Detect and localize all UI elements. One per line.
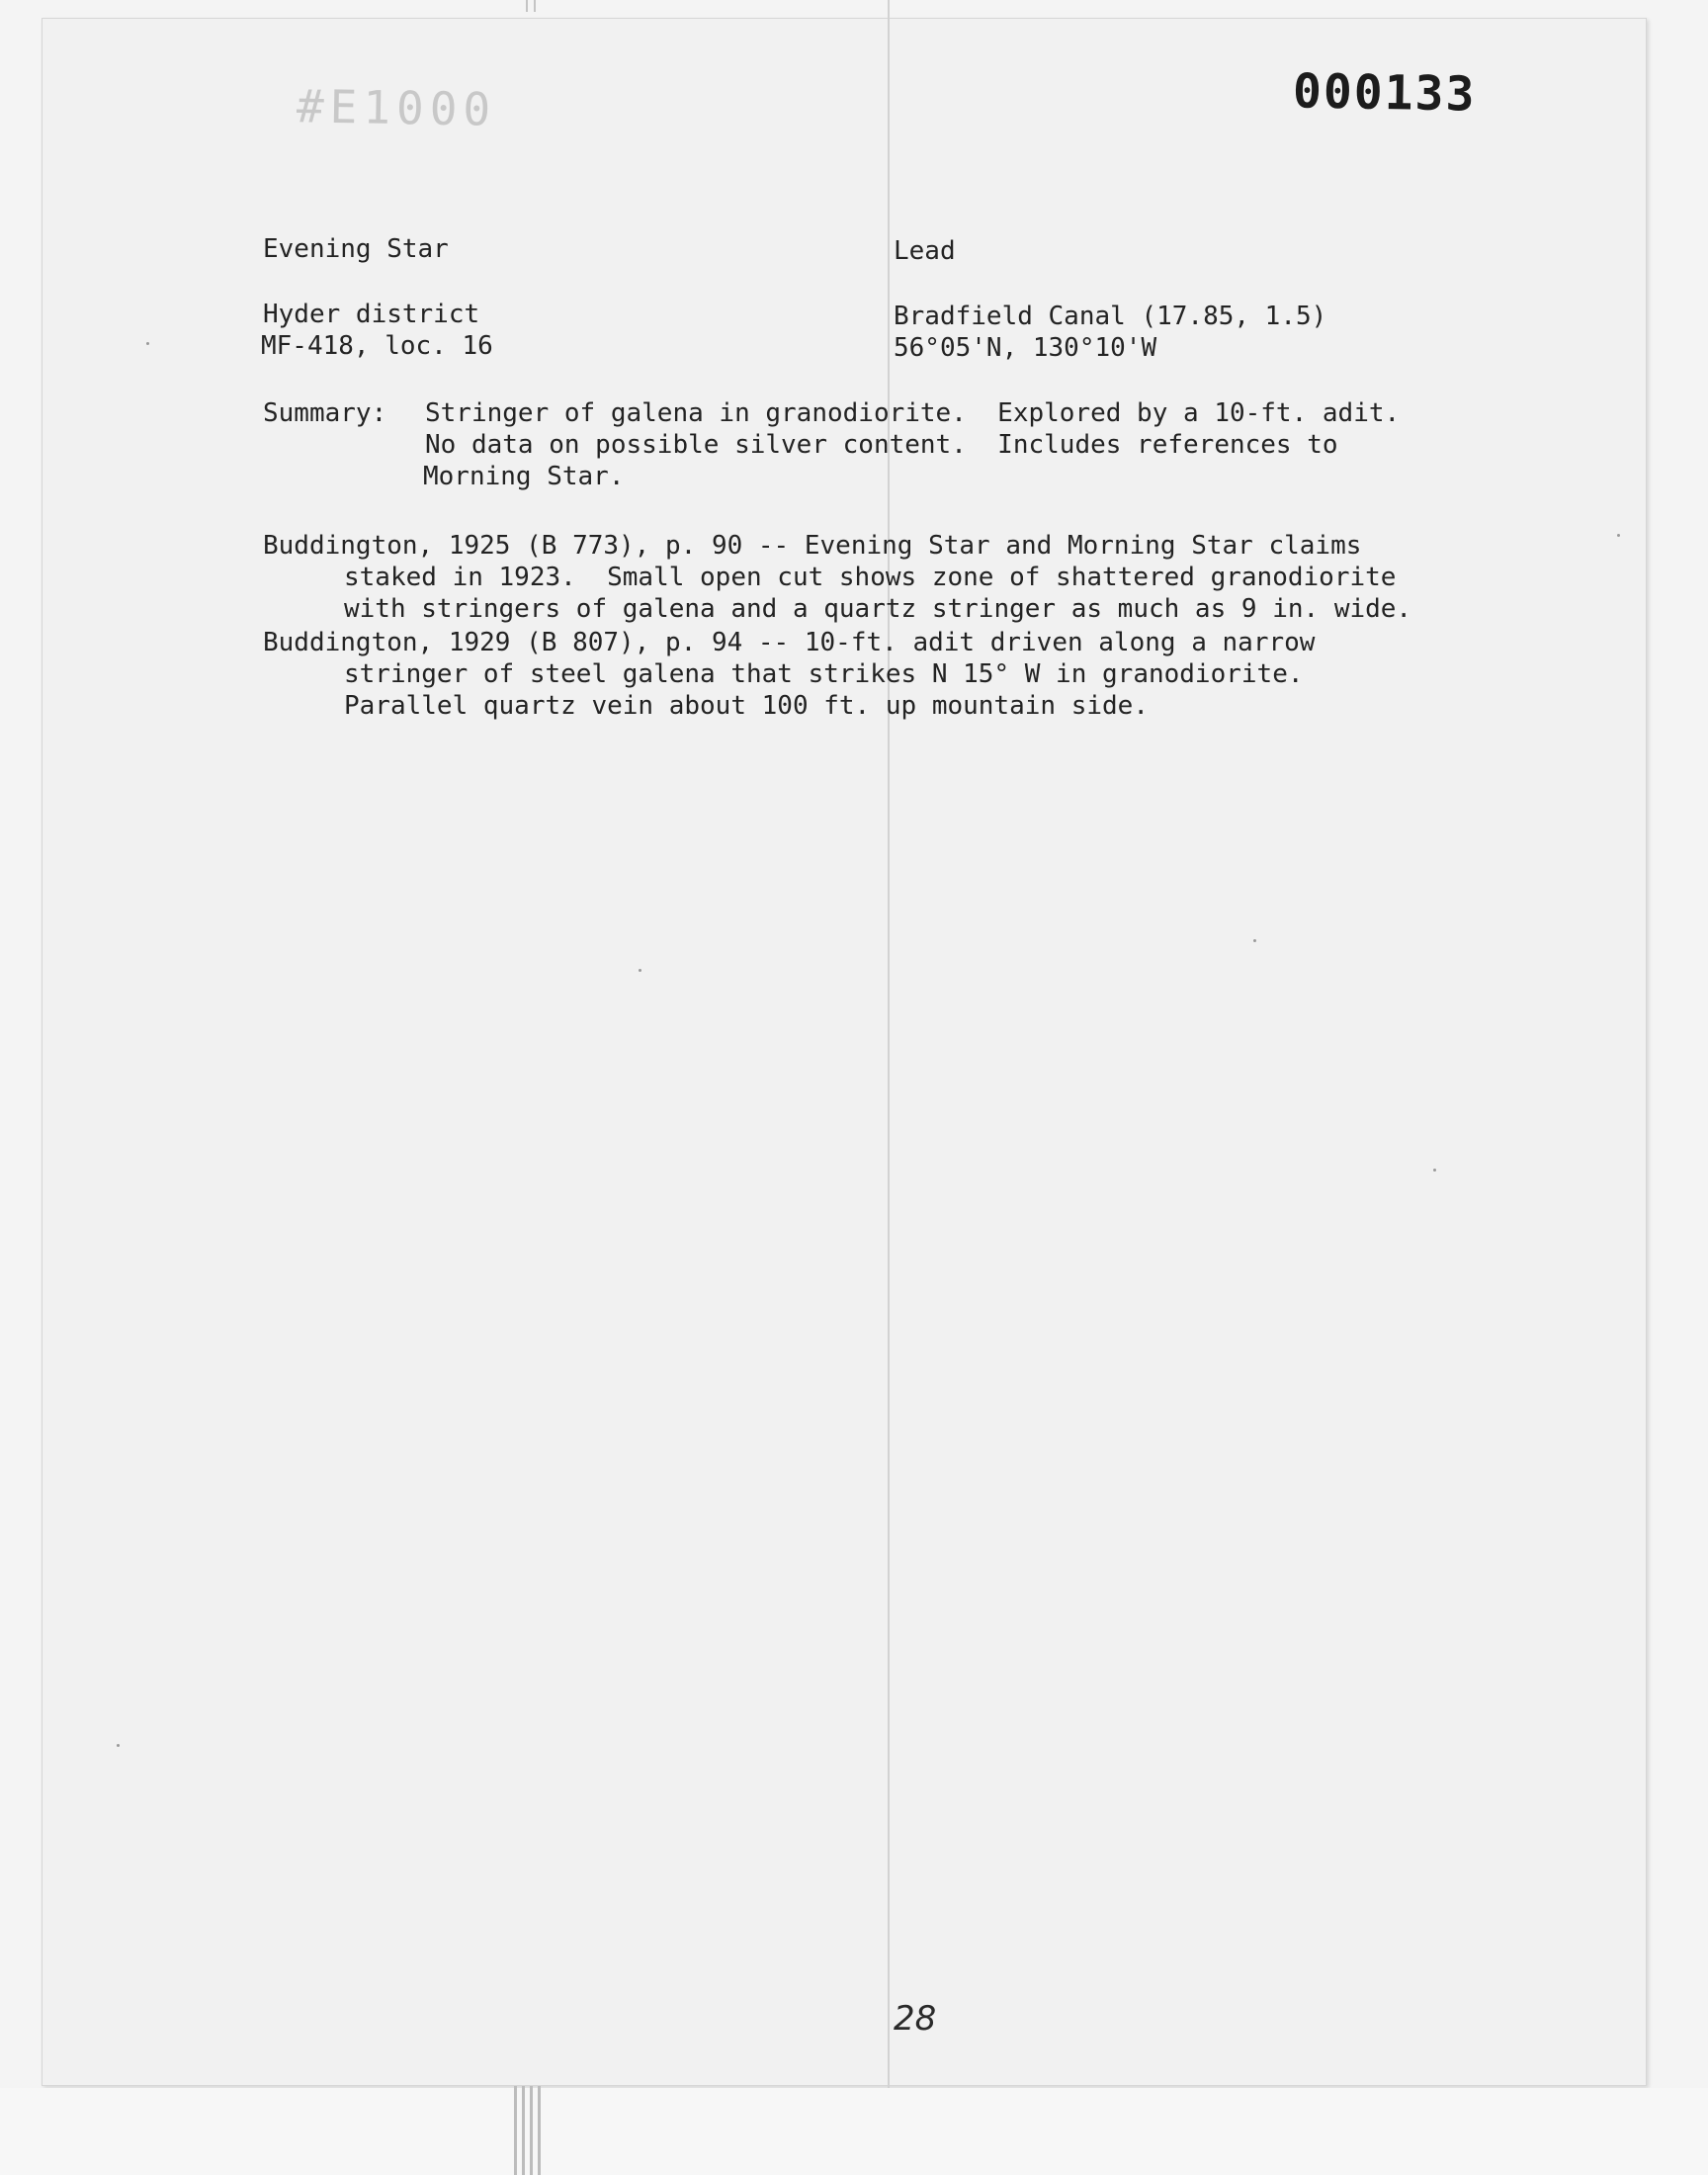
map-reference: MF-418, loc. 16 <box>261 331 493 361</box>
reference-line: stringer of steel galena that strikes N 15° W in granodiorite. <box>344 659 1304 689</box>
coordinates: 56°05'N, 130°10'W <box>894 333 1157 363</box>
reference-line: Parallel quartz vein about 100 ft. up mountain side. <box>344 691 1149 721</box>
scan-mark <box>522 2086 525 2175</box>
scan-bottom-strip <box>0 2088 1708 2175</box>
dust-speck <box>146 342 149 345</box>
district: Hyder district <box>263 300 480 329</box>
dust-speck <box>639 969 641 972</box>
reference-line: Buddington, 1925 (B 773), p. 90 -- Evening Star and Morning Star claims <box>263 531 1362 561</box>
reference-line: staked in 1923. Small open cut shows zone of shattered granodiorite <box>344 563 1397 592</box>
scan-mark <box>514 2086 517 2175</box>
dust-speck <box>117 1744 120 1747</box>
reference-line: Buddington, 1929 (B 807), p. 94 -- 10-ft. adit driven along a narrow <box>263 628 1316 657</box>
summary-line: No data on possible silver content. Includes references to <box>425 430 1338 460</box>
scan-mark <box>534 0 536 12</box>
dust-speck <box>1253 939 1256 942</box>
property-name: Evening Star <box>263 234 449 264</box>
quadrangle: Bradfield Canal (17.85, 1.5) <box>894 302 1327 331</box>
scan-mark <box>526 0 528 12</box>
summary-line: Stringer of galena in granodiorite. Explored by a 10-ft. adit. <box>425 398 1401 428</box>
dust-speck <box>1433 1169 1436 1172</box>
summary-label: Summary: <box>263 398 387 428</box>
fold-line <box>888 0 890 2175</box>
scan-mark <box>538 2086 541 2175</box>
summary-line: Morning Star. <box>423 462 625 491</box>
page-number: 28 <box>894 1999 937 2039</box>
dust-speck <box>1617 534 1620 537</box>
page-id-stamp: 000133 <box>1292 63 1477 123</box>
commodity: Lead <box>894 236 956 266</box>
reference-line: with stringers of galena and a quartz stringer as much as 9 in. wide. <box>344 594 1412 624</box>
scan-mark <box>530 2086 533 2175</box>
faint-stamp-number: #E1000 <box>296 79 497 136</box>
